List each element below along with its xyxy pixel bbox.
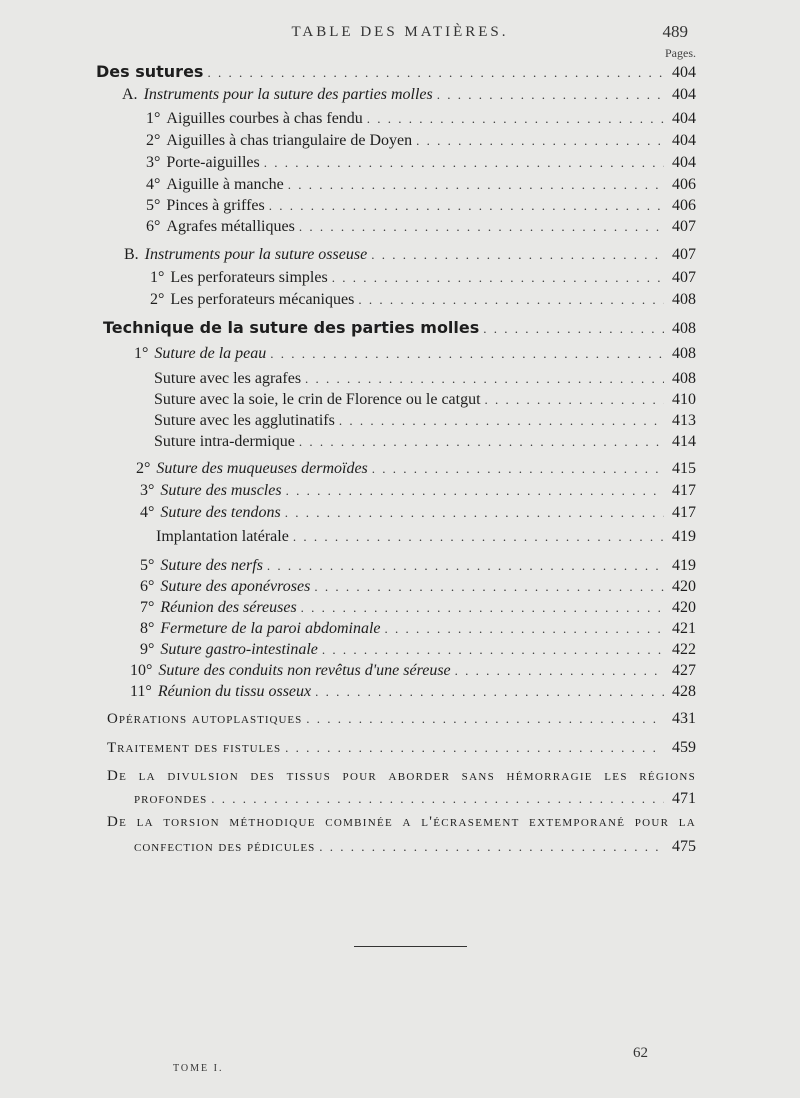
dot-leader: [211, 791, 664, 807]
entry-title: Aiguilles courbes à chas fendu: [166, 110, 363, 127]
toc-entry[interactable]: [140, 482, 696, 500]
dot-leader: [293, 529, 664, 545]
entry-page: 422: [672, 641, 696, 658]
entry-title: Pinces à griffes: [166, 197, 265, 214]
entry-page: 471: [672, 790, 696, 807]
entry-number: 1°: [134, 345, 149, 362]
toc-entry[interactable]: [140, 641, 696, 659]
toc-entry[interactable]: [146, 218, 696, 236]
toc-entry[interactable]: [140, 620, 696, 638]
entry-number: 4°: [140, 504, 155, 521]
entry-title: Suture gastro-intestinale: [160, 641, 318, 658]
dot-leader: [358, 292, 664, 308]
entry-page: 408: [672, 291, 696, 308]
entry-page: 406: [672, 197, 696, 214]
toc-entry-chapter[interactable]: [107, 739, 696, 757]
entry-page: 406: [672, 176, 696, 193]
entry-number: 6°: [140, 578, 155, 595]
dot-leader: [305, 371, 664, 387]
entry-page: 404: [672, 110, 696, 127]
entry-number: 2°: [150, 291, 165, 308]
entry-number: 4°: [146, 176, 161, 193]
entry-page: 428: [672, 683, 696, 700]
dot-leader: [269, 198, 664, 214]
toc-entry-chapter-line1[interactable]: De la divulsion des tissus pour aborder sans hémorragie les régions: [107, 768, 696, 784]
entry-number: 6°: [146, 218, 161, 235]
entry-title: Traitement des fistules: [107, 740, 282, 756]
entry-page: 459: [672, 739, 696, 756]
dot-leader: [485, 392, 664, 408]
dot-leader: [367, 111, 664, 127]
entry-title: Les perforateurs mécaniques: [170, 291, 355, 308]
entry-title: Instruments pour la suture des parties molles: [143, 86, 433, 103]
entry-page: 410: [672, 391, 696, 408]
entry-number: 3°: [140, 482, 155, 499]
toc-entry[interactable]: [140, 578, 696, 596]
entry-title: Suture de la peau: [154, 345, 267, 362]
entry-title: Fermeture de la paroi abdominale: [160, 620, 381, 637]
section-end-rule: [354, 946, 467, 947]
entry-title: Suture avec la soie, le crin de Florence ou le catgut: [154, 391, 481, 408]
entry-number: 2°: [136, 460, 151, 477]
entry-number: 7°: [140, 599, 155, 616]
entry-page: 407: [672, 218, 696, 235]
dot-leader: [207, 65, 664, 81]
entry-title: Suture des muscles: [160, 482, 282, 499]
dot-leader: [385, 621, 664, 637]
dot-leader: [315, 684, 664, 700]
entry-page: 475: [672, 838, 696, 855]
entry-number: 11°: [130, 683, 152, 700]
entry-page: 417: [672, 482, 696, 499]
entry-title: Réunion du tissu osseux: [157, 683, 312, 700]
toc-entry[interactable]: [154, 412, 696, 430]
entry-title: Agrafes métalliques: [166, 218, 295, 235]
entry-number: 5°: [140, 557, 155, 574]
toc-entry[interactable]: [146, 197, 696, 215]
entry-title: Suture des conduits non revêtus d'une séreuse: [158, 662, 451, 679]
toc-entry-section[interactable]: [96, 62, 696, 82]
entry-title: Les perforateurs simples: [170, 269, 328, 286]
toc-entry[interactable]: [136, 460, 696, 478]
toc-entry[interactable]: [154, 433, 696, 451]
dot-leader: [437, 87, 664, 103]
dot-leader: [483, 321, 664, 337]
toc-entry[interactable]: [150, 291, 696, 309]
entry-title: Des sutures: [96, 62, 204, 81]
toc-entry[interactable]: [146, 154, 696, 172]
dot-leader: [264, 155, 664, 171]
entry-title: Aiguilles à chas triangulaire de Doyen: [166, 132, 413, 149]
toc-entry[interactable]: [134, 345, 696, 363]
pages-column-label: Pages.: [665, 46, 696, 60]
toc-entry[interactable]: [150, 269, 696, 287]
toc-entry-chapter-line1[interactable]: De la torsion méthodique combinée a l'écrasement extemporané pour la: [107, 814, 696, 830]
dot-leader: [267, 558, 664, 574]
dot-leader: [416, 133, 664, 149]
dot-leader: [306, 711, 664, 727]
entry-page: 408: [672, 370, 696, 387]
running-header-title: TABLE DES MATIÈRES.: [291, 24, 509, 40]
entry-title: Suture des muqueuses dermoïdes: [156, 460, 368, 477]
dot-leader: [319, 839, 664, 855]
dot-leader: [371, 247, 664, 263]
toc-entry[interactable]: [140, 504, 696, 522]
entry-title: Suture des aponévroses: [160, 578, 311, 595]
entry-number: 10°: [130, 662, 153, 679]
toc-entry-subsection[interactable]: [122, 86, 696, 104]
entry-title: Réunion des séreuses: [160, 599, 297, 616]
footer-signature: 62: [633, 1045, 648, 1061]
entry-page: 408: [672, 320, 696, 337]
entry-title: Opérations autoplastiques: [107, 711, 303, 727]
entry-page: 407: [672, 246, 696, 263]
entry-page: 407: [672, 269, 696, 286]
entry-page: 431: [672, 710, 696, 727]
toc-entry[interactable]: [130, 683, 696, 701]
toc-entry[interactable]: [154, 391, 696, 409]
dot-leader: [322, 642, 664, 658]
entry-title: Suture avec les agglutinatifs: [154, 412, 335, 429]
entry-page: 417: [672, 504, 696, 521]
dot-leader: [372, 461, 664, 477]
entry-number: 5°: [146, 197, 161, 214]
footer-tome: TOME I.: [173, 1063, 224, 1074]
dot-leader: [270, 346, 664, 362]
toc-entry-section[interactable]: [103, 318, 696, 338]
entry-title: Suture avec les agrafes: [154, 370, 302, 387]
entry-title: Implantation latérale: [156, 528, 289, 545]
entry-number: 9°: [140, 641, 155, 658]
entry-title: Suture intra-dermique: [154, 433, 295, 450]
entry-page: 408: [672, 345, 696, 362]
page-number: 489: [662, 22, 688, 41]
entry-number: 3°: [146, 154, 161, 171]
entry-number: 1°: [146, 110, 161, 127]
entry-page: 419: [672, 557, 696, 574]
entry-title: Aiguille à manche: [166, 176, 284, 193]
dot-leader: [285, 505, 664, 521]
entry-page: 404: [672, 154, 696, 171]
dot-leader: [285, 740, 664, 756]
entry-page: 414: [672, 433, 696, 450]
dot-leader: [299, 434, 664, 450]
entry-number: 2°: [146, 132, 161, 149]
toc-entry[interactable]: [146, 110, 696, 128]
entry-title: Porte-aiguilles: [166, 154, 260, 171]
entry-page: 404: [672, 132, 696, 149]
toc-entry[interactable]: [154, 370, 696, 388]
toc-entry[interactable]: [146, 176, 696, 194]
entry-title: Instruments pour la suture osseuse: [144, 246, 368, 263]
entry-page: 413: [672, 412, 696, 429]
entry-page: 420: [672, 599, 696, 616]
toc-entry-subsection[interactable]: [124, 246, 696, 264]
toc-entry[interactable]: [146, 132, 696, 150]
entry-page: 404: [672, 86, 696, 103]
entry-page: 427: [672, 662, 696, 679]
dot-leader: [339, 413, 664, 429]
entry-number: 1°: [150, 269, 165, 286]
toc-entry[interactable]: [140, 599, 696, 617]
dot-leader: [332, 270, 664, 286]
entry-title: Suture des nerfs: [160, 557, 263, 574]
entry-number: A.: [122, 86, 138, 103]
dot-leader: [301, 600, 664, 616]
entry-title: Technique de la suture des parties molles: [103, 318, 480, 337]
dot-leader: [314, 579, 664, 595]
entry-number: 8°: [140, 620, 155, 637]
entry-page: 415: [672, 460, 696, 477]
entry-page: 419: [672, 528, 696, 545]
dot-leader: [299, 219, 664, 235]
dot-leader: [286, 483, 664, 499]
toc-entry-chapter-line2[interactable]: [134, 790, 696, 808]
toc-entry[interactable]: [140, 557, 696, 575]
entry-page: 420: [672, 578, 696, 595]
entry-page: 404: [672, 64, 696, 81]
entry-title: Suture des tendons: [160, 504, 281, 521]
toc-entry-chapter-line2[interactable]: [134, 838, 696, 856]
dot-leader: [455, 663, 664, 679]
toc-entry[interactable]: [130, 662, 696, 680]
entry-page: 421: [672, 620, 696, 637]
toc-entry[interactable]: [156, 528, 696, 546]
entry-number: B.: [124, 246, 139, 263]
toc-entry-chapter[interactable]: [107, 710, 696, 728]
dot-leader: [288, 177, 664, 193]
entry-title: confection des pédicules: [134, 839, 316, 855]
entry-title: profondes: [134, 791, 208, 807]
